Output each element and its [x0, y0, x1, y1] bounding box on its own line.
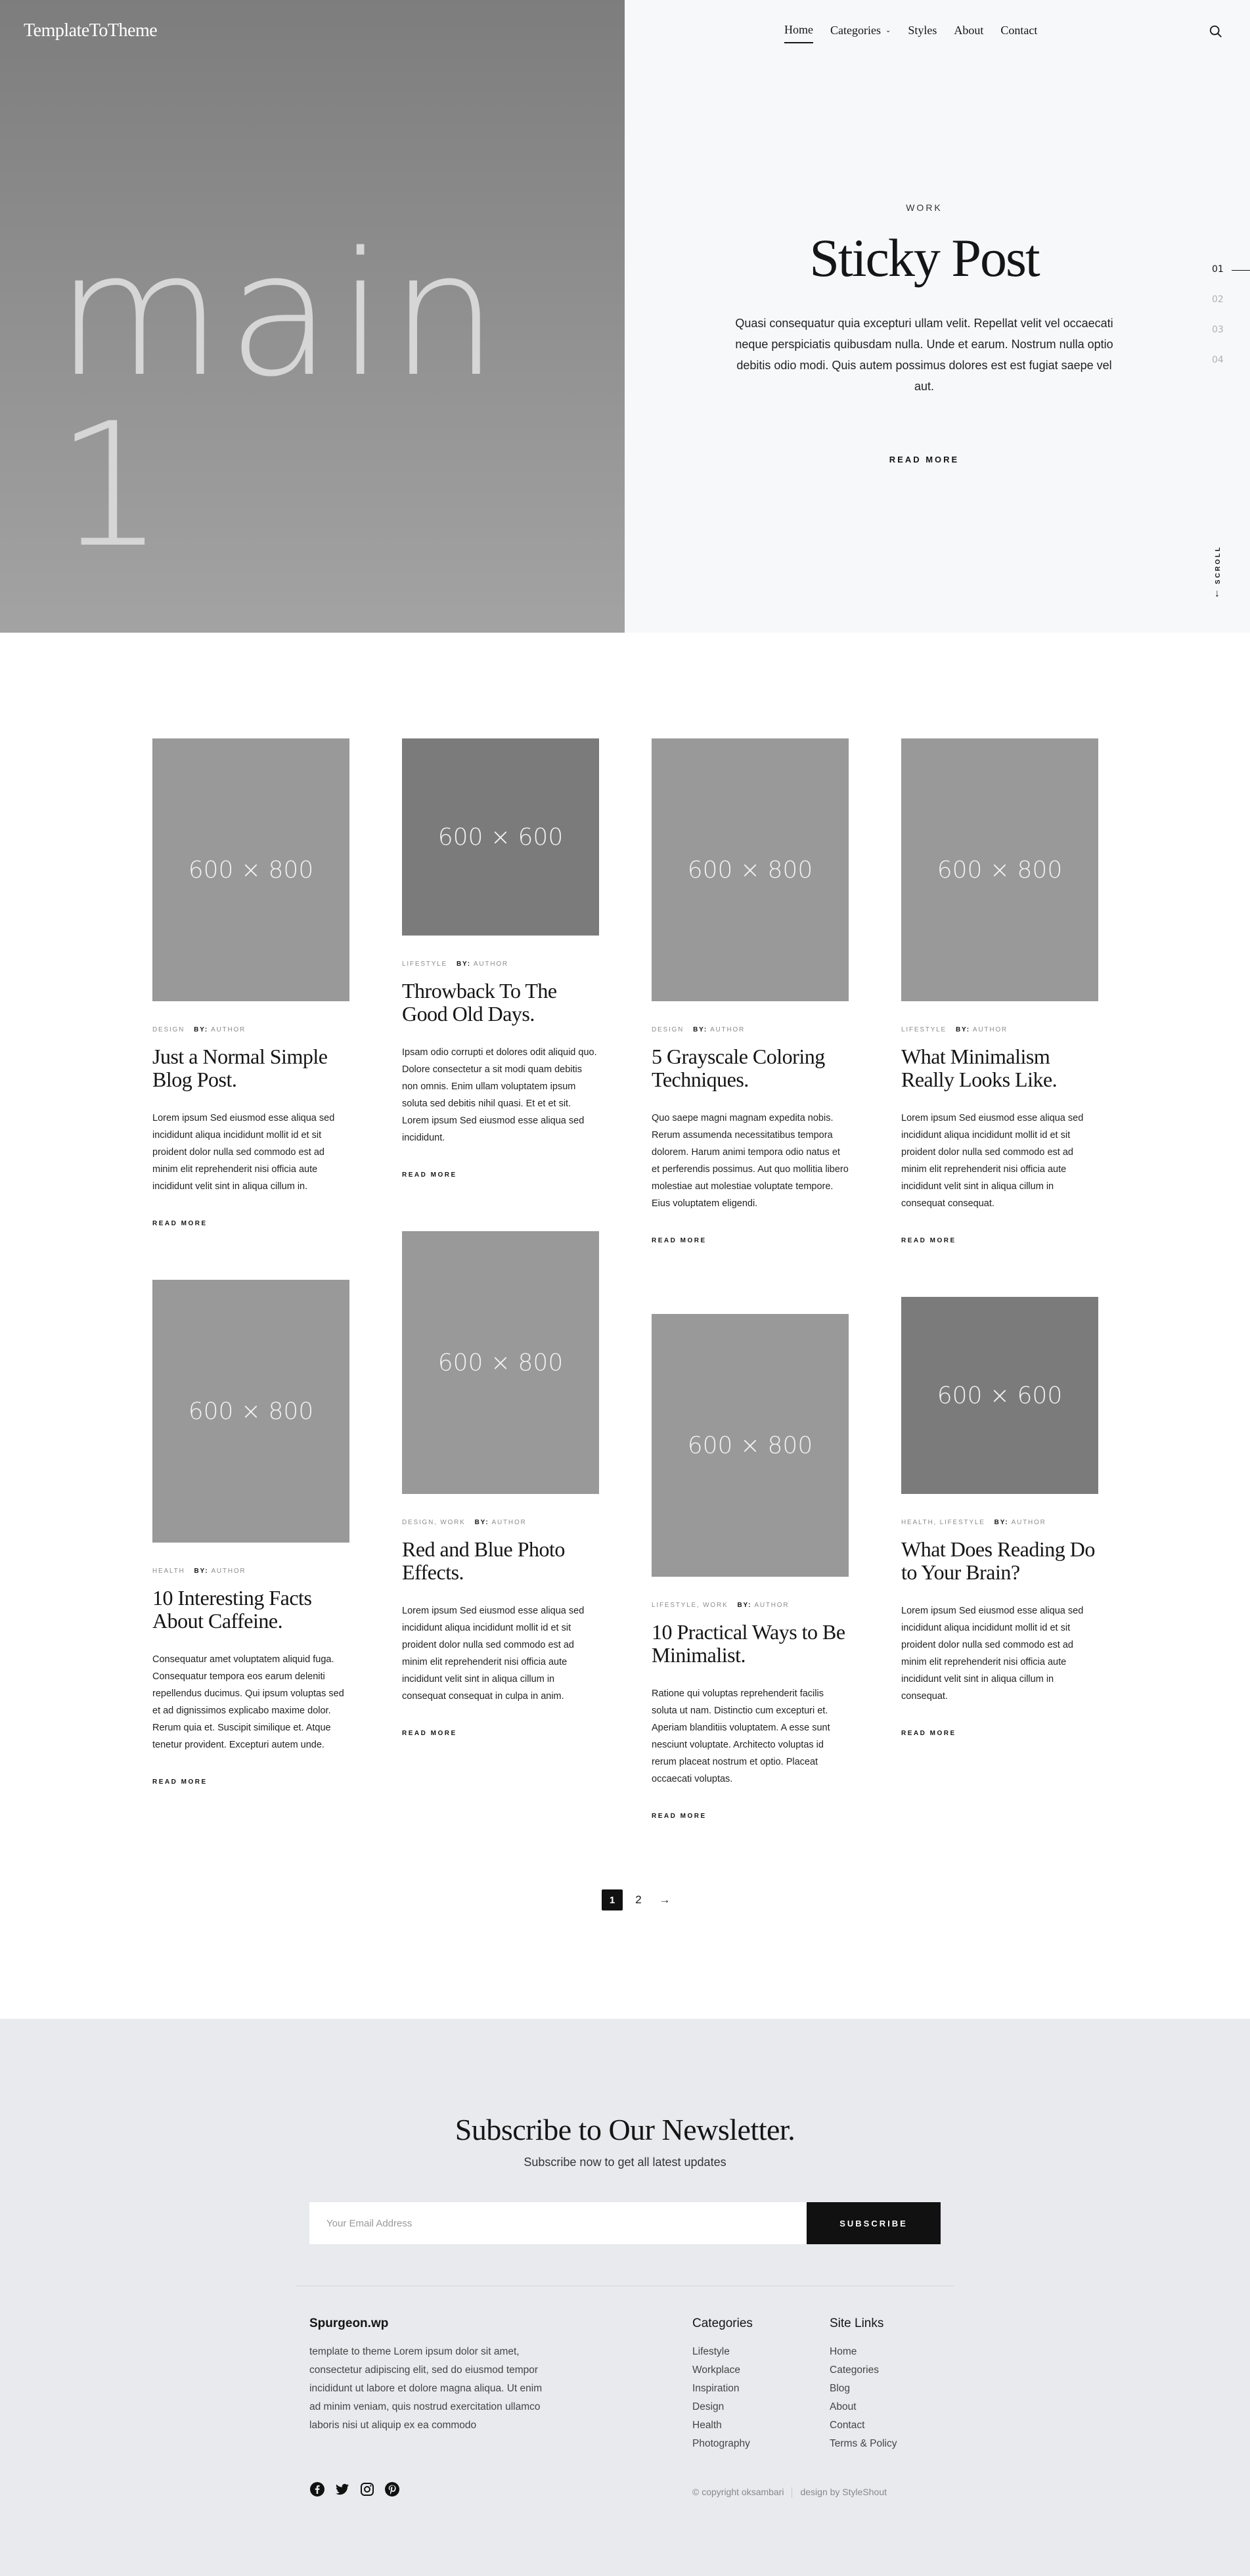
- sticky-post-read-more[interactable]: READ MORE: [889, 455, 960, 464]
- footer-link[interactable]: Health: [692, 2420, 722, 2431]
- twitter-icon[interactable]: [334, 2481, 350, 2497]
- post-thumbnail[interactable]: 600 × 800: [402, 1231, 599, 1494]
- post-categories[interactable]: LIFESTYLE: [402, 960, 447, 968]
- page-2-link[interactable]: 2: [635, 1893, 642, 1906]
- post-excerpt: Lorem ipsum Sed eiusmod esse aliqua sed incididunt aliqua incididunt mollit id et sit proident dolor nulla sed commodo est ad minim elit reprehenderit nisi officia aute incididunt velit sint in aliqua cillum in consequat consequat in culpa in anim.: [402, 1606, 585, 1702]
- footer-link[interactable]: Lifestyle: [692, 2346, 730, 2357]
- social-links: [309, 2481, 400, 2497]
- footer-link[interactable]: Photography: [692, 2438, 750, 2449]
- post-by-label: BY:: [457, 960, 471, 968]
- post-author[interactable]: AUTHOR: [211, 1568, 246, 1575]
- post-categories[interactable]: HEALTH: [152, 1568, 185, 1575]
- design-credit[interactable]: design by StyleShout: [800, 2487, 887, 2497]
- arrow-down-icon: ↓: [1215, 588, 1220, 600]
- post-excerpt: Consequatur amet voluptatem aliquid fuga. Consequatur tempora eos earum deleniti repellendus ducimus. Qui ipsum voluptas sed et ad dignissimos explicabo maxime dolor. Rerum quia et. Suscipit similique et. Atque tenetur provident. Excepturi autem unde.: [152, 1654, 344, 1750]
- footer-link[interactable]: Categories: [830, 2364, 879, 2376]
- post-excerpt: Lorem ipsum Sed eiusmod esse aliqua sed incididunt aliqua incididunt mollit id et sit proident dolor nulla sed commodo est ad minim elit reprehenderit nisi officia aute incididunt velit sint in aliqua cillum in.: [152, 1113, 335, 1192]
- footer-categories-list: [692, 2343, 753, 2453]
- newsletter-title: Subscribe to Our Newsletter.: [455, 2113, 795, 2146]
- arrow-right-icon[interactable]: →: [659, 1893, 671, 1906]
- pagination: [602, 1889, 675, 1910]
- post-excerpt: Lorem ipsum Sed eiusmod esse aliqua sed incididunt aliqua incididunt mollit id et sit proident dolor nulla sed commodo est ad minim elit reprehenderit nisi officia aute incididunt velit sint in aliqua cillum in consequat consequat.: [901, 1113, 1084, 1209]
- post-card: [652, 738, 849, 1244]
- post-read-more[interactable]: READ MORE: [901, 1730, 956, 1737]
- nav-about-label: About: [954, 24, 984, 37]
- slider-pagination: [1212, 264, 1224, 385]
- post-title[interactable]: 5 Grayscale Coloring Techniques.: [652, 1045, 825, 1091]
- post-thumbnail[interactable]: 600 × 800: [152, 738, 349, 1001]
- post-excerpt: Quo saepe magni magnam expedita nobis. Rerum assumenda necessitatibus tempora dolorem. Harum animi tempora odio natus et et perferendis possimus. Aut quo mollitia libero molestiae aut molestiae voluptate tempore. Eius voluptatem eligendi.: [652, 1113, 849, 1209]
- post-by-label: BY:: [737, 1602, 752, 1609]
- post-title[interactable]: 10 Practical Ways to Be Minimalist.: [652, 1620, 845, 1667]
- scroll-label: SCROLL: [1215, 545, 1222, 585]
- copyright: [692, 2487, 887, 2498]
- sticky-post-category[interactable]: WORK: [906, 202, 943, 213]
- footer-link[interactable]: About: [830, 2401, 857, 2412]
- nav-home-label: Home: [784, 23, 813, 36]
- post-title[interactable]: Red and Blue Photo Effects.: [402, 1537, 565, 1584]
- post-meta: [652, 1026, 849, 1033]
- footer-about-text: template to theme Lorem ipsum dolor sit amet, consectetur adipiscing elit, sed do eiusmod tempor incididunt ut labore et dolore magna aliqua. Ut enim ad minim veniam, quis nostrud exercitation ullamco laboris nisi ut aliquip ex ea commodo: [309, 2346, 543, 2431]
- post-by-label: BY:: [956, 1026, 970, 1033]
- footer: [0, 2019, 1250, 2576]
- post-title[interactable]: 10 Interesting Facts About Caffeine.: [152, 1586, 312, 1633]
- footer-link[interactable]: Terms & Policy: [830, 2438, 897, 2449]
- site-logo[interactable]: TemplateToTheme: [24, 20, 158, 41]
- post-thumbnail[interactable]: 600 × 800: [652, 1314, 849, 1577]
- footer-site-links-list: [830, 2343, 897, 2453]
- search-icon[interactable]: [1209, 24, 1223, 39]
- post-read-more[interactable]: READ MORE: [652, 1813, 707, 1820]
- post-title[interactable]: What Minimalism Really Looks Like.: [901, 1045, 1058, 1091]
- chevron-down-icon: ⌄: [885, 27, 891, 34]
- post-author[interactable]: AUTHOR: [491, 1519, 527, 1526]
- footer-link[interactable]: Design: [692, 2401, 725, 2412]
- post-read-more[interactable]: READ MORE: [152, 1778, 208, 1786]
- post-categories[interactable]: DESIGN, WORK: [402, 1519, 466, 1526]
- slide-dot-2[interactable]: 02: [1212, 294, 1224, 305]
- footer-brand: Spurgeon.wp: [309, 2316, 389, 2330]
- post-meta: [402, 1519, 599, 1526]
- post-thumbnail[interactable]: 600 × 800: [901, 738, 1098, 1001]
- instagram-icon[interactable]: [359, 2481, 375, 2497]
- post-card: [901, 1297, 1098, 1737]
- footer-link[interactable]: Workplace: [692, 2364, 740, 2376]
- sticky-post-excerpt: Quasi consequatur quia excepturi ullam velit. Repellat velit vel occaecati neque perspiciatis quibusdam nulla. Unde et earum. Nostrum nulla optio debitis odio modi. Quis autem possimus dolores est est fugiat saepe vel aut.: [735, 317, 1113, 393]
- footer-categories: [692, 2316, 753, 2453]
- hero: [0, 0, 1250, 633]
- footer-link[interactable]: Home: [830, 2346, 857, 2357]
- nav-home[interactable]: [784, 23, 813, 43]
- subscribe-button[interactable]: SUBSCRIBE: [807, 2202, 941, 2244]
- footer-link[interactable]: Contact: [830, 2420, 865, 2431]
- post-card: [402, 1231, 599, 1737]
- post-meta: [152, 1026, 349, 1033]
- footer-link[interactable]: Blog: [830, 2383, 851, 2394]
- main-nav: [784, 23, 1037, 43]
- post-by-label: BY:: [194, 1568, 209, 1575]
- footer-site-links: [830, 2316, 897, 2453]
- post-card: [652, 1314, 849, 1820]
- post-author[interactable]: AUTHOR: [972, 1026, 1008, 1033]
- footer-about: [309, 2316, 552, 2435]
- post-meta: [901, 1519, 1098, 1526]
- post-read-more[interactable]: READ MORE: [652, 1237, 707, 1244]
- post-author[interactable]: AUTHOR: [1011, 1519, 1046, 1526]
- post-by-label: BY:: [994, 1519, 1009, 1526]
- page-current[interactable]: 1: [602, 1889, 623, 1910]
- post-by-label: BY:: [194, 1026, 209, 1033]
- slide-dot-4[interactable]: 04: [1212, 355, 1224, 365]
- nav-styles[interactable]: [908, 23, 937, 43]
- post-author[interactable]: AUTHOR: [710, 1026, 746, 1033]
- post-categories[interactable]: LIFESTYLE: [901, 1026, 947, 1033]
- post-excerpt: Ipsam odio corrupti et dolores odit aliquid quo. Dolore consectetur a sit modi quam debitis non omnis. Enim ullam voluptatem ipsum soluta sed debitis nihil quasi. Et et et sit. Lorem ipsum Sed eiusmod esse aliqua sed incididunt.: [402, 1047, 597, 1143]
- post-meta: [402, 960, 599, 968]
- post-read-more[interactable]: READ MORE: [901, 1237, 956, 1244]
- post-card: [402, 738, 599, 1179]
- post-meta: [152, 1568, 349, 1575]
- sticky-post: [706, 202, 1142, 466]
- scroll-indicator[interactable]: [1215, 545, 1222, 600]
- post-meta: [901, 1026, 1098, 1033]
- hero-image: [0, 0, 625, 633]
- post-title[interactable]: What Does Reading Do to Your Brain?: [901, 1537, 1095, 1584]
- post-meta: [652, 1602, 849, 1609]
- footer-site-links-title: Site Links: [830, 2316, 884, 2330]
- post-categories[interactable]: HEALTH, LIFESTYLE: [901, 1519, 985, 1526]
- nav-contact[interactable]: [1000, 23, 1037, 43]
- post-read-more[interactable]: READ MORE: [402, 1730, 457, 1737]
- nav-about[interactable]: [954, 23, 983, 43]
- post-read-more[interactable]: READ MORE: [402, 1171, 457, 1179]
- post-excerpt: Lorem ipsum Sed eiusmod esse aliqua sed incididunt aliqua incididunt mollit id et sit proident dolor nulla sed commodo est ad minim elit reprehenderit nisi officia aute incididunt velit sint in aliqua cillum in consequat.: [901, 1606, 1084, 1702]
- post-by-label: BY:: [693, 1026, 708, 1033]
- footer-link[interactable]: Inspiration: [692, 2383, 740, 2394]
- email-input[interactable]: [309, 2202, 807, 2244]
- post-author[interactable]: AUTHOR: [211, 1026, 246, 1033]
- sticky-post-title[interactable]: Sticky Post: [809, 228, 1039, 288]
- nav-categories[interactable]: [830, 23, 891, 43]
- post-excerpt: Ratione qui voluptas reprehenderit facilis soluta ut nam. Distinctio cum excepturi et. Aperiam blanditiis voluptatem. A esse sunt nesciunt voluptate. Architecto voluptas id rerum placeat nostrum et optio. Placeat occaecati voluptas.: [652, 1688, 830, 1784]
- footer-categories-title: Categories: [692, 2316, 753, 2330]
- post-card: [152, 738, 349, 1227]
- post-thumbnail[interactable]: 600 × 600: [402, 738, 599, 936]
- post-card: [152, 1280, 349, 1786]
- newsletter-subtitle: Subscribe now to get all latest updates: [524, 2156, 726, 2169]
- post-by-label: BY:: [474, 1519, 489, 1526]
- post-read-more[interactable]: READ MORE: [152, 1220, 208, 1227]
- post-card: [901, 738, 1098, 1244]
- copyright-text: © copyright oksambari: [692, 2487, 784, 2497]
- post-thumbnail[interactable]: 600 × 800: [652, 738, 849, 1001]
- post-categories[interactable]: LIFESTYLE, WORK: [652, 1602, 728, 1609]
- post-thumbnail[interactable]: 600 × 800: [152, 1280, 349, 1543]
- slide-dot-1[interactable]: 01: [1212, 264, 1224, 294]
- newsletter-form: [309, 2202, 941, 2244]
- post-author[interactable]: AUTHOR: [473, 960, 508, 968]
- nav-styles-label: Styles: [908, 24, 937, 37]
- post-title[interactable]: Throwback To The Good Old Days.: [402, 979, 557, 1026]
- post-thumbnail[interactable]: 600 × 600: [901, 1297, 1098, 1494]
- hero-image-label: main 1: [56, 216, 504, 585]
- post-author[interactable]: AUTHOR: [754, 1602, 790, 1609]
- post-categories[interactable]: DESIGN: [152, 1026, 185, 1033]
- post-categories[interactable]: DESIGN: [652, 1026, 684, 1033]
- facebook-icon[interactable]: [309, 2481, 325, 2497]
- nav-contact-label: Contact: [1000, 24, 1038, 37]
- pinterest-icon[interactable]: [384, 2481, 400, 2497]
- post-title[interactable]: Just a Normal Simple Blog Post.: [152, 1045, 328, 1091]
- slide-dot-3[interactable]: 03: [1212, 325, 1224, 335]
- nav-categories-label: Categories: [830, 24, 881, 37]
